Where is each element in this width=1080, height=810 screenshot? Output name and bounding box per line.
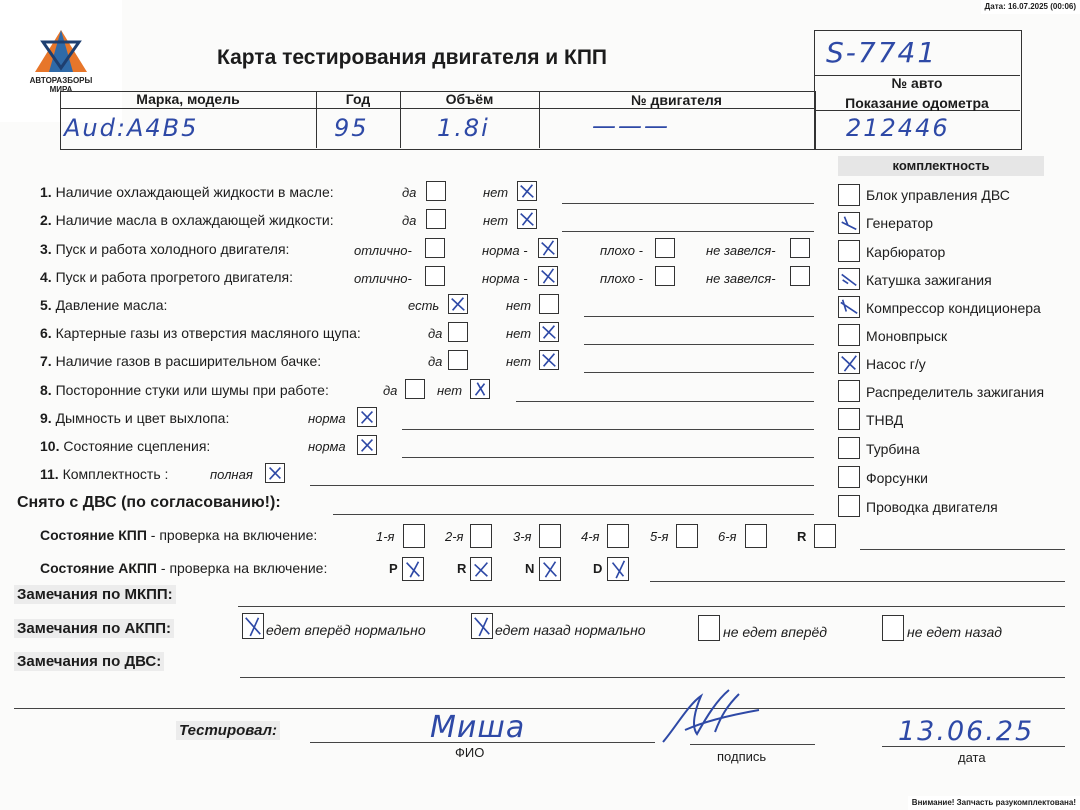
kit-item-label: Проводка двигателя (866, 499, 998, 515)
check-mark-icon (403, 558, 423, 580)
value-year: 95 (334, 114, 369, 142)
option-label: нет (506, 298, 532, 313)
question-4: 4. Пуск и работа прогретого двигателя: (40, 269, 294, 285)
option-label: норма - (482, 243, 528, 258)
check-mark-icon (839, 297, 859, 317)
checkbox-akpp-backward-ok[interactable] (471, 613, 493, 639)
checkbox-q2-yes[interactable] (426, 209, 446, 229)
value-model: Aud:A4B5 (64, 114, 199, 142)
option-label: нет (483, 185, 509, 200)
question-10: 10. Состояние сцепления: (40, 438, 211, 454)
gear-label: 4-я (581, 529, 600, 544)
header-divider (60, 108, 814, 109)
check-mark-icon (839, 269, 859, 289)
checkbox-q5-yes[interactable] (448, 294, 468, 314)
gear-label: D (593, 561, 603, 576)
checkbox-q4-no-start[interactable] (790, 266, 810, 286)
note-line (584, 344, 814, 345)
check-mark-icon (540, 558, 560, 580)
signature-line (690, 744, 815, 745)
option-label: нет (437, 383, 463, 398)
header-car-no: № авто (891, 75, 943, 91)
check-mark-icon (266, 464, 284, 482)
kit-item-label: Блок управления ДВС (866, 187, 1010, 203)
note-line (860, 549, 1065, 550)
option-label: не завелся- (706, 243, 776, 258)
kit-item-label: Компрессор кондиционера (866, 300, 1041, 316)
checkbox-akpp-no-forward[interactable] (698, 615, 720, 641)
akpp-row-label: Состояние АКПП - проверка на включение: (40, 560, 328, 576)
note-line (333, 514, 814, 515)
checkbox-kit-generator[interactable] (838, 212, 860, 234)
gear-label: 1-я (376, 529, 395, 544)
checkbox-q1-yes[interactable] (426, 181, 446, 201)
akpp-option-label: не едет вперёд (723, 624, 828, 640)
form-title: Карта тестирования двигателя и КПП (217, 46, 608, 69)
fio-line (310, 742, 655, 743)
checkbox-kit-coil[interactable] (838, 268, 860, 290)
warning-stamp: Внимание! Запчасть разукомплектована! (908, 796, 1080, 810)
option-label: да (402, 213, 417, 228)
note-line (516, 401, 814, 402)
option-label: норма (308, 439, 346, 454)
checkbox-q3-no-start[interactable] (790, 238, 810, 258)
check-mark-icon (471, 380, 489, 398)
check-mark-icon (472, 614, 492, 638)
checkbox-q1-no[interactable] (517, 181, 537, 201)
note-line (650, 581, 1065, 582)
kit-title: комплектность (892, 158, 990, 173)
triangle-logo-icon (33, 28, 89, 74)
option-label: нет (506, 326, 532, 341)
kpp-row-label: Состояние КПП - проверка на включение: (40, 527, 318, 543)
question-8: 8. Посторонние стуки или шумы при работе: (40, 382, 329, 398)
logo-line-1: АВТОРАЗБОРЫ (29, 76, 93, 85)
header-odometer: Показание одометра (845, 95, 989, 111)
gear-label: P (389, 561, 398, 576)
date-stamp: Дата: 16.07.2025 (00:06) (981, 0, 1080, 14)
gear-label: 3-я (513, 529, 532, 544)
checkbox-q6-yes[interactable] (448, 322, 468, 342)
value-fio: Миша (430, 710, 526, 745)
kit-item-label: Распределитель зажигания (866, 384, 1045, 400)
checkbox-akpp-n[interactable] (539, 557, 561, 581)
value-volume: 1.8i (437, 114, 490, 142)
checkbox-kit-mono-injection[interactable] (838, 324, 860, 346)
check-mark-icon (358, 436, 376, 454)
question-2: 2. Наличие масла в охлаждающей жидкости: (40, 212, 334, 228)
checkbox-akpp-r[interactable] (470, 557, 492, 581)
date-line (882, 746, 1065, 747)
kit-item-label: Генератор (866, 215, 934, 231)
remarks-dvs-label: Замечания по ДВС: (14, 653, 164, 670)
kit-item-label: Насос г/у (866, 356, 926, 372)
question-6: 6. Картерные газы из отверстия масляного щупа: (40, 325, 361, 341)
gear-label: 6-я (718, 529, 737, 544)
gear-label: N (525, 561, 535, 576)
signature-icon (655, 686, 765, 748)
remarks-mkpp-label: Замечания по МКПП: (14, 586, 176, 603)
checkbox-kpp-1[interactable] (403, 524, 425, 548)
option-label: норма (308, 411, 346, 426)
checkbox-kpp-r[interactable] (814, 524, 836, 548)
check-mark-icon (243, 614, 263, 638)
question-3: 3. Пуск и работа холодного двигателя: (40, 241, 290, 257)
checkbox-kpp-4[interactable] (607, 524, 629, 548)
note-line (562, 231, 814, 232)
option-label: норма - (482, 271, 528, 286)
checkbox-q4-excellent[interactable] (425, 266, 445, 286)
checkbox-kit-injectors[interactable] (838, 466, 860, 488)
option-label: да (402, 185, 417, 200)
checkbox-kpp-6[interactable] (745, 524, 767, 548)
checkbox-q4-bad[interactable] (655, 266, 675, 286)
header-engine-no: № двигателя (631, 92, 722, 108)
kit-item-label: Форсунки (866, 470, 928, 486)
checkbox-kit-ps-pump[interactable] (838, 352, 860, 374)
checkbox-kit-tnvd[interactable] (838, 408, 860, 430)
checkbox-q10-normal[interactable] (357, 435, 377, 455)
checkbox-q11-full[interactable] (265, 463, 285, 483)
note-line (584, 316, 814, 317)
remarks-akpp-label: Замечания по АКПП: (14, 620, 174, 637)
checkbox-q3-bad[interactable] (655, 238, 675, 258)
question-9: 9. Дымность и цвет выхлопа: (40, 410, 230, 426)
checkbox-akpp-no-backward[interactable] (882, 615, 904, 641)
note-line (238, 606, 1065, 607)
checkbox-kit-turbo[interactable] (838, 437, 860, 459)
tested-by-label: Тестировал: (176, 722, 280, 739)
checkbox-akpp-d[interactable] (607, 557, 629, 581)
akpp-option-label: не едет назад (907, 624, 1002, 640)
question-11: 11. Комплектность : (40, 466, 169, 482)
note-line (402, 457, 814, 458)
option-label: отлично- (354, 271, 412, 286)
value-odometer: 212446 (846, 114, 950, 142)
question-5: 5. Давление масла: (40, 297, 168, 313)
akpp-option-label: едет вперёд нормально (266, 622, 426, 638)
note-line (240, 677, 1065, 678)
option-label: нет (483, 213, 509, 228)
checkbox-q8-no[interactable] (470, 379, 490, 399)
check-mark-icon (539, 239, 557, 257)
signature-label: подпись (717, 749, 767, 764)
check-mark-icon (449, 295, 467, 313)
date-label: дата (958, 750, 986, 765)
question-7: 7. Наличие газов в расширительном бачке: (40, 353, 322, 369)
checkbox-kpp-3[interactable] (539, 524, 561, 548)
checkbox-q7-no[interactable] (539, 350, 559, 370)
check-mark-icon (839, 353, 859, 373)
checkbox-akpp-forward-ok[interactable] (242, 613, 264, 639)
note-line (584, 372, 814, 373)
note-line (562, 203, 814, 204)
checkbox-q4-normal[interactable] (538, 266, 558, 286)
check-mark-icon (539, 267, 557, 285)
check-mark-icon (471, 558, 491, 580)
value-date: 13.06.25 (898, 716, 1035, 747)
kit-item-label: Карбюратор (866, 244, 946, 260)
checkbox-kpp-5[interactable] (676, 524, 698, 548)
check-mark-icon (540, 323, 558, 341)
header-volume: Объём (445, 91, 494, 107)
kit-item-label: ТНВД (866, 412, 904, 428)
checkbox-q3-excellent[interactable] (425, 238, 445, 258)
checkbox-akpp-p[interactable] (402, 557, 424, 581)
header-year: Год (345, 91, 371, 107)
checkbox-q9-normal[interactable] (357, 407, 377, 427)
gear-label: R (457, 561, 467, 576)
checkbox-q6-no[interactable] (539, 322, 559, 342)
option-label: да (383, 383, 398, 398)
option-label: плохо - (600, 271, 643, 286)
header-model: Марка, модель (136, 91, 240, 107)
checkbox-q8-yes[interactable] (405, 379, 425, 399)
question-1: 1. Наличие охлаждающей жидкости в масле: (40, 184, 334, 200)
note-line (14, 708, 1065, 709)
fio-label: ФИО (455, 745, 485, 760)
value-engine-no: ——— (592, 112, 670, 140)
checkbox-q7-yes[interactable] (448, 350, 468, 370)
option-label: нет (506, 354, 532, 369)
option-label: не завелся- (706, 271, 776, 286)
check-mark-icon (518, 182, 536, 200)
check-mark-icon (518, 210, 536, 228)
akpp-option-label: едет назад нормально (495, 622, 646, 638)
checkbox-q3-normal[interactable] (538, 238, 558, 258)
option-label: да (428, 354, 443, 369)
option-label: полная (210, 467, 253, 482)
checkbox-kit-ecu[interactable] (838, 184, 860, 206)
checkbox-kit-ac-compressor[interactable] (838, 296, 860, 318)
gear-label: 5-я (650, 529, 669, 544)
check-mark-icon (839, 213, 859, 233)
check-mark-icon (608, 558, 628, 580)
option-label: плохо - (600, 243, 643, 258)
checkbox-kit-carburetor[interactable] (838, 240, 860, 262)
kit-item-label: Катушка зажигания (866, 272, 992, 288)
option-label: да (428, 326, 443, 341)
checkbox-q2-no[interactable] (517, 209, 537, 229)
checkbox-kit-wiring[interactable] (838, 495, 860, 517)
gear-label: R (797, 529, 807, 544)
gear-label: 2-я (445, 529, 464, 544)
kit-item-label: Турбина (866, 441, 920, 457)
logo-line-2: МИРА (49, 85, 73, 94)
checkbox-q5-no[interactable] (539, 294, 559, 314)
checkbox-kit-distributor[interactable] (838, 380, 860, 402)
checkbox-kpp-2[interactable] (470, 524, 492, 548)
note-line (310, 485, 814, 486)
kit-item-label: Моновпрыск (866, 328, 948, 344)
note-line (402, 429, 814, 430)
check-mark-icon (540, 351, 558, 369)
option-label: есть (408, 298, 440, 313)
value-car-no: S-7741 (826, 36, 938, 69)
option-label: отлично- (354, 243, 412, 258)
removed-label: Снято с ДВС (по согласованию!): (17, 494, 281, 511)
check-mark-icon (358, 408, 376, 426)
